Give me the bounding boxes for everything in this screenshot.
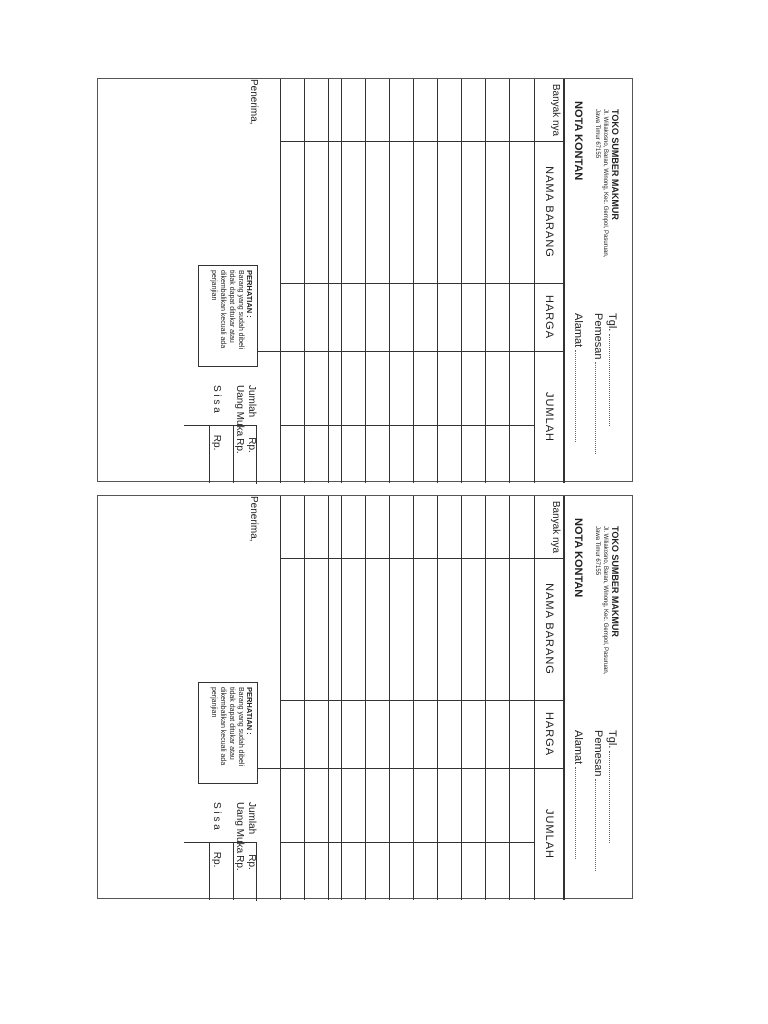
sisa-amount-line[interactable] [209, 425, 210, 483]
jumlah-label: Jumlah [246, 385, 257, 418]
column-divider [329, 842, 535, 843]
pemesan-field[interactable] [592, 730, 604, 871]
column-header-jumlah: JUMLAH [543, 808, 555, 859]
alamat-field[interactable] [572, 730, 584, 859]
notice-text: Barang yang sudah dibeli tidak dapat ditukar atau dikembalikan kecuali ada perjanjian [210, 687, 244, 767]
pemesan-label: Pemesan [592, 313, 604, 360]
uang-muka-label: Uang Muka [234, 385, 245, 437]
sisa-amount-line[interactable] [209, 842, 210, 900]
tgl-label: Tgl. [606, 313, 618, 332]
jumlah-label: Jumlah [246, 802, 257, 835]
tgl-field[interactable] [606, 730, 618, 843]
table-row-line[interactable] [389, 79, 390, 483]
alamat-dotted-line [575, 350, 584, 442]
sisa-label: S i s a [211, 802, 222, 830]
rp-label: Rp. [234, 855, 245, 871]
table-row-line[interactable] [280, 79, 281, 483]
document-title: NOTA KONTAN [572, 101, 584, 181]
table-row-line[interactable] [365, 496, 366, 900]
rp-label: Rp. [211, 851, 222, 868]
table-top-border [563, 79, 565, 483]
table-top-border [563, 496, 565, 900]
column-header-jumlah: JUMLAH [543, 391, 555, 442]
header-divider [534, 79, 535, 483]
penerima-label: Penerima, [248, 79, 259, 125]
column-header-nama-barang: NAMA BARANG [543, 166, 555, 258]
column-divider [281, 141, 329, 142]
items-table [329, 79, 565, 483]
shop-address: Jl. Wiliakosno, Baran, Winong, Kec. Gempol, Pasuruan, Jawa Timur 67155 [594, 526, 608, 675]
alamat-dotted-line [575, 767, 584, 859]
table-row-line[interactable] [341, 496, 342, 900]
alamat-label: Alamat [572, 730, 584, 765]
nota-kontan-bottom [97, 495, 633, 899]
document-title: NOTA KONTAN [572, 518, 584, 598]
table-row-line[interactable] [485, 79, 486, 483]
jumlah-amount-box[interactable] [184, 425, 257, 484]
rp-label: Rp. [246, 437, 257, 453]
table-row-line[interactable] [485, 496, 486, 900]
notice-text: Barang yang sudah dibeli tidak dapat ditukar atau dikembalikan kecuali ada perjanjian [210, 270, 244, 350]
table-row-line[interactable] [304, 79, 305, 483]
table-row-line[interactable] [509, 496, 510, 900]
pemesan-field[interactable] [592, 313, 604, 454]
column-header-harga: HARGA [543, 294, 555, 340]
table-row-line[interactable] [461, 496, 462, 900]
rp-label: Rp. [246, 854, 257, 870]
sisa-label: S i s a [211, 385, 222, 413]
tgl-dotted-line [609, 751, 618, 843]
column-divider [281, 425, 329, 426]
penerima-label: Penerima, [248, 496, 259, 542]
table-row-line[interactable] [413, 79, 414, 483]
table-row-line[interactable] [328, 496, 329, 900]
pemesan-label: Pemesan [592, 730, 604, 777]
shop-name: TOKO SUMBER MAKMUR [610, 526, 620, 637]
table-row-line[interactable] [365, 79, 366, 483]
tgl-dotted-line [609, 334, 618, 426]
notice-title: PERHATIAN : [245, 270, 254, 318]
shop-address: Jl. Wiliakosno, Baran, Winong, Kec. Gempol, Pasuruan, Jawa Timur 67155 [594, 109, 608, 258]
uang-muka-label: Uang Muka [234, 802, 245, 854]
column-divider [329, 425, 535, 426]
column-divider [281, 842, 329, 843]
column-header-banyak: Banyak nya [550, 500, 561, 554]
notice-title: PERHATIAN : [245, 687, 254, 735]
rp-label: Rp. [211, 434, 222, 451]
uang-muka-amount-line[interactable] [233, 425, 234, 483]
perhatian-notice [198, 265, 258, 367]
table-row-line[interactable] [509, 79, 510, 483]
table-row-line[interactable] [437, 496, 438, 900]
column-header-banyak: Banyak nya [550, 83, 561, 137]
column-divider [281, 283, 329, 284]
table-row-line[interactable] [304, 496, 305, 900]
column-divider [257, 351, 329, 352]
shop-name: TOKO SUMBER MAKMUR [610, 109, 620, 220]
pemesan-dotted-line [595, 362, 604, 454]
table-row-line[interactable] [389, 496, 390, 900]
column-divider [281, 700, 329, 701]
column-header-harga: HARGA [543, 711, 555, 757]
table-row-line[interactable] [413, 496, 414, 900]
alamat-field[interactable] [572, 313, 584, 442]
pemesan-dotted-line [595, 779, 604, 871]
nota-kontan-top [97, 78, 633, 482]
header-divider [534, 496, 535, 900]
table-row-line[interactable] [437, 79, 438, 483]
column-divider [281, 558, 329, 559]
column-header-nama-barang: NAMA BARANG [543, 583, 555, 675]
table-row-line[interactable] [280, 496, 281, 900]
receipt-form [97, 495, 633, 899]
rp-label: Rp. [234, 438, 245, 454]
column-divider [257, 768, 329, 769]
uang-muka-amount-line[interactable] [233, 842, 234, 900]
alamat-label: Alamat [572, 313, 584, 348]
table-row-line[interactable] [328, 79, 329, 483]
receipt-form [97, 78, 633, 482]
tgl-field[interactable] [606, 313, 618, 426]
table-row-line[interactable] [461, 79, 462, 483]
jumlah-amount-box[interactable] [184, 842, 257, 901]
tgl-label: Tgl. [606, 730, 618, 749]
table-row-line[interactable] [341, 79, 342, 483]
items-table [329, 496, 565, 900]
perhatian-notice [198, 682, 258, 784]
